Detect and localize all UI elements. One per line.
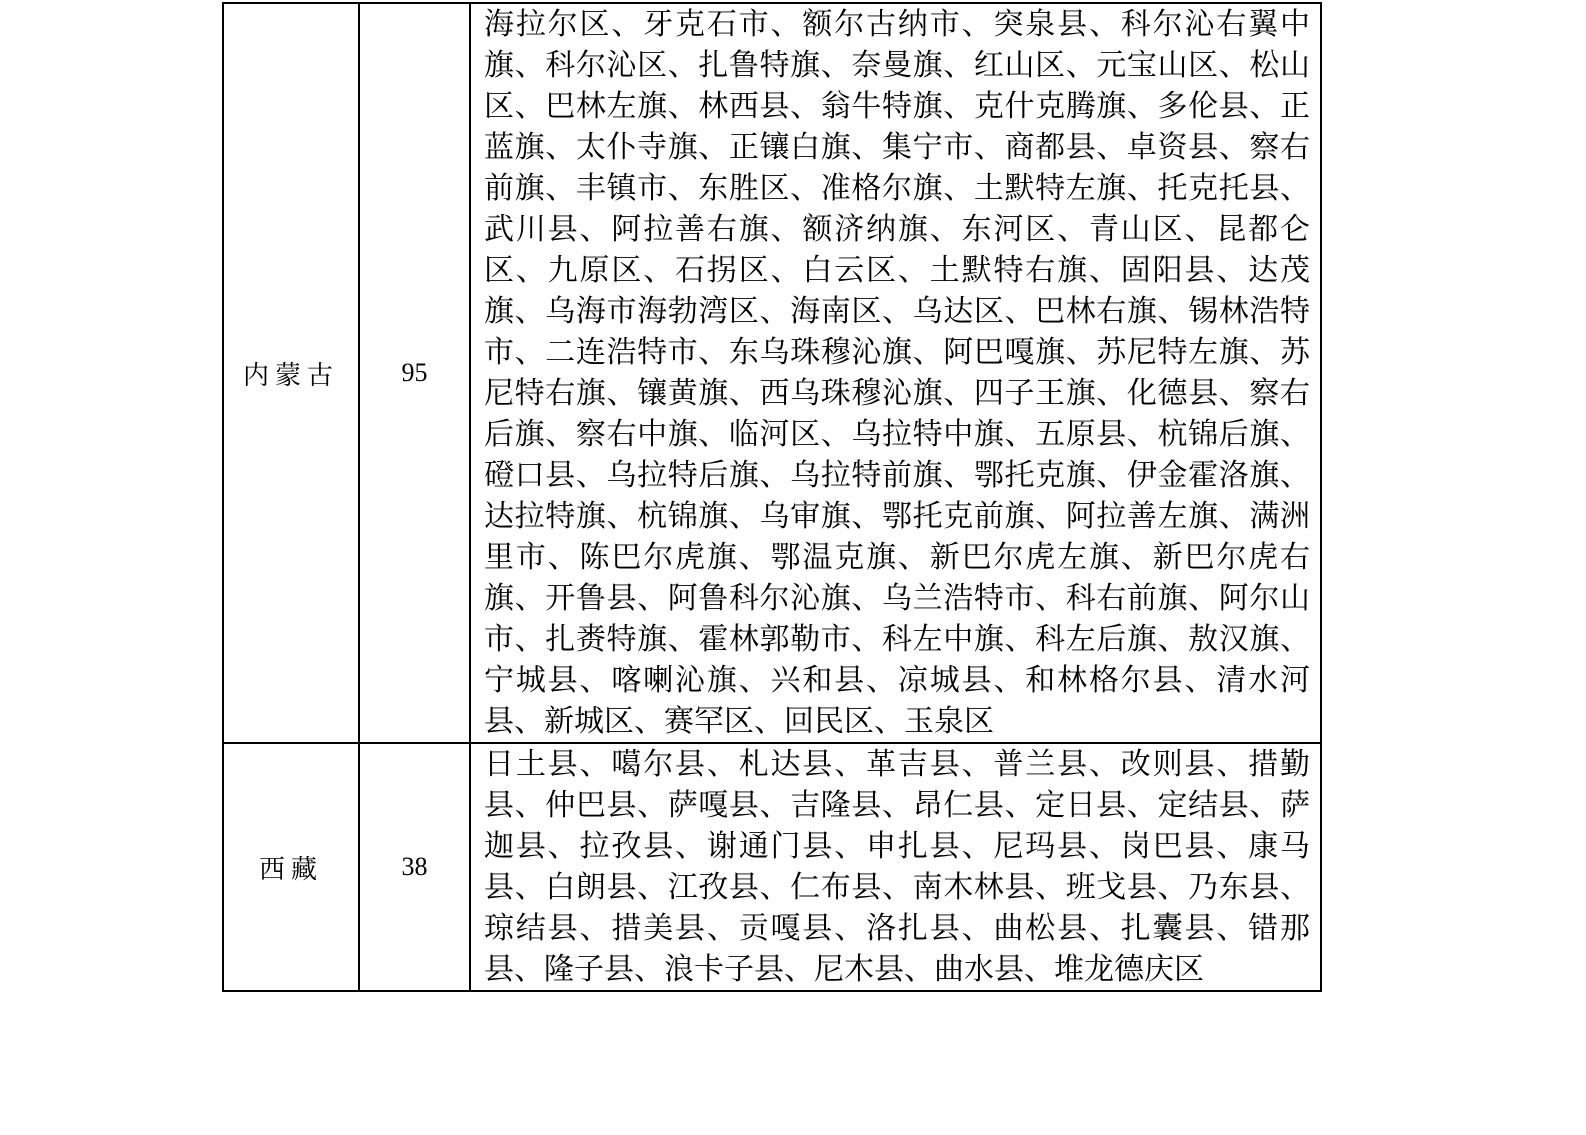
region-cell: 内蒙古	[223, 3, 359, 743]
county-count-cell: 38	[359, 743, 470, 991]
county-count-cell: 95	[359, 3, 470, 743]
county-table	[222, 2, 1322, 992]
table-row	[223, 3, 1321, 743]
county-list-cell: 日土县、噶尔县、札达县、革吉县、普兰县、改则县、措勤县、仲巴县、萨嘎县、吉隆县、昂仁县、定日县、定结县、萨迦县、拉孜县、谢通门县、申扎县、尼玛县、岗巴县、康马县、白朗县、江孜县、仁布县、南木林县、班戈县、乃东县、琼结县、措美县、贡嘎县、洛扎县、曲松县、扎囊县、错那县、隆子县、浪卡子县、尼木县、曲水县、堆龙德庆区	[470, 743, 1321, 991]
region-cell: 西藏	[223, 743, 359, 991]
table-row	[223, 743, 1321, 991]
county-list-cell: 海拉尔区、牙克石市、额尔古纳市、突泉县、科尔沁右翼中旗、科尔沁区、扎鲁特旗、奈曼旗、红山区、元宝山区、松山区、巴林左旗、林西县、翁牛特旗、克什克腾旗、多伦县、正蓝旗、太仆寺旗、正镶白旗、集宁市、商都县、卓资县、察右前旗、丰镇市、东胜区、准格尔旗、土默特左旗、托克托县、武川县、阿拉善右旗、额济纳旗、东河区、青山区、昆都仑区、九原区、石拐区、白云区、土默特右旗、固阳县、达茂旗、乌海市海勃湾区、海南区、乌达区、巴林右旗、锡林浩特市、二连浩特市、东乌珠穆沁旗、阿巴嘎旗、苏尼特左旗、苏尼特右旗、镶黄旗、西乌珠穆沁旗、四子王旗、化德县、察右后旗、察右中旗、临河区、乌拉特中旗、五原县、杭锦后旗、磴口县、乌拉特后旗、乌拉特前旗、鄂托克旗、伊金霍洛旗、达拉特旗、杭锦旗、乌审旗、鄂托克前旗、阿拉善左旗、满洲里市、陈巴尔虎旗、鄂温克旗、新巴尔虎左旗、新巴尔虎右旗、开鲁县、阿鲁科尔沁旗、乌兰浩特市、科右前旗、阿尔山市、扎赉特旗、霍林郭勒市、科左中旗、科左后旗、敖汉旗、宁城县、喀喇沁旗、兴和县、凉城县、和林格尔县、清水河县、新城区、赛罕区、回民区、玉泉区	[470, 3, 1321, 743]
